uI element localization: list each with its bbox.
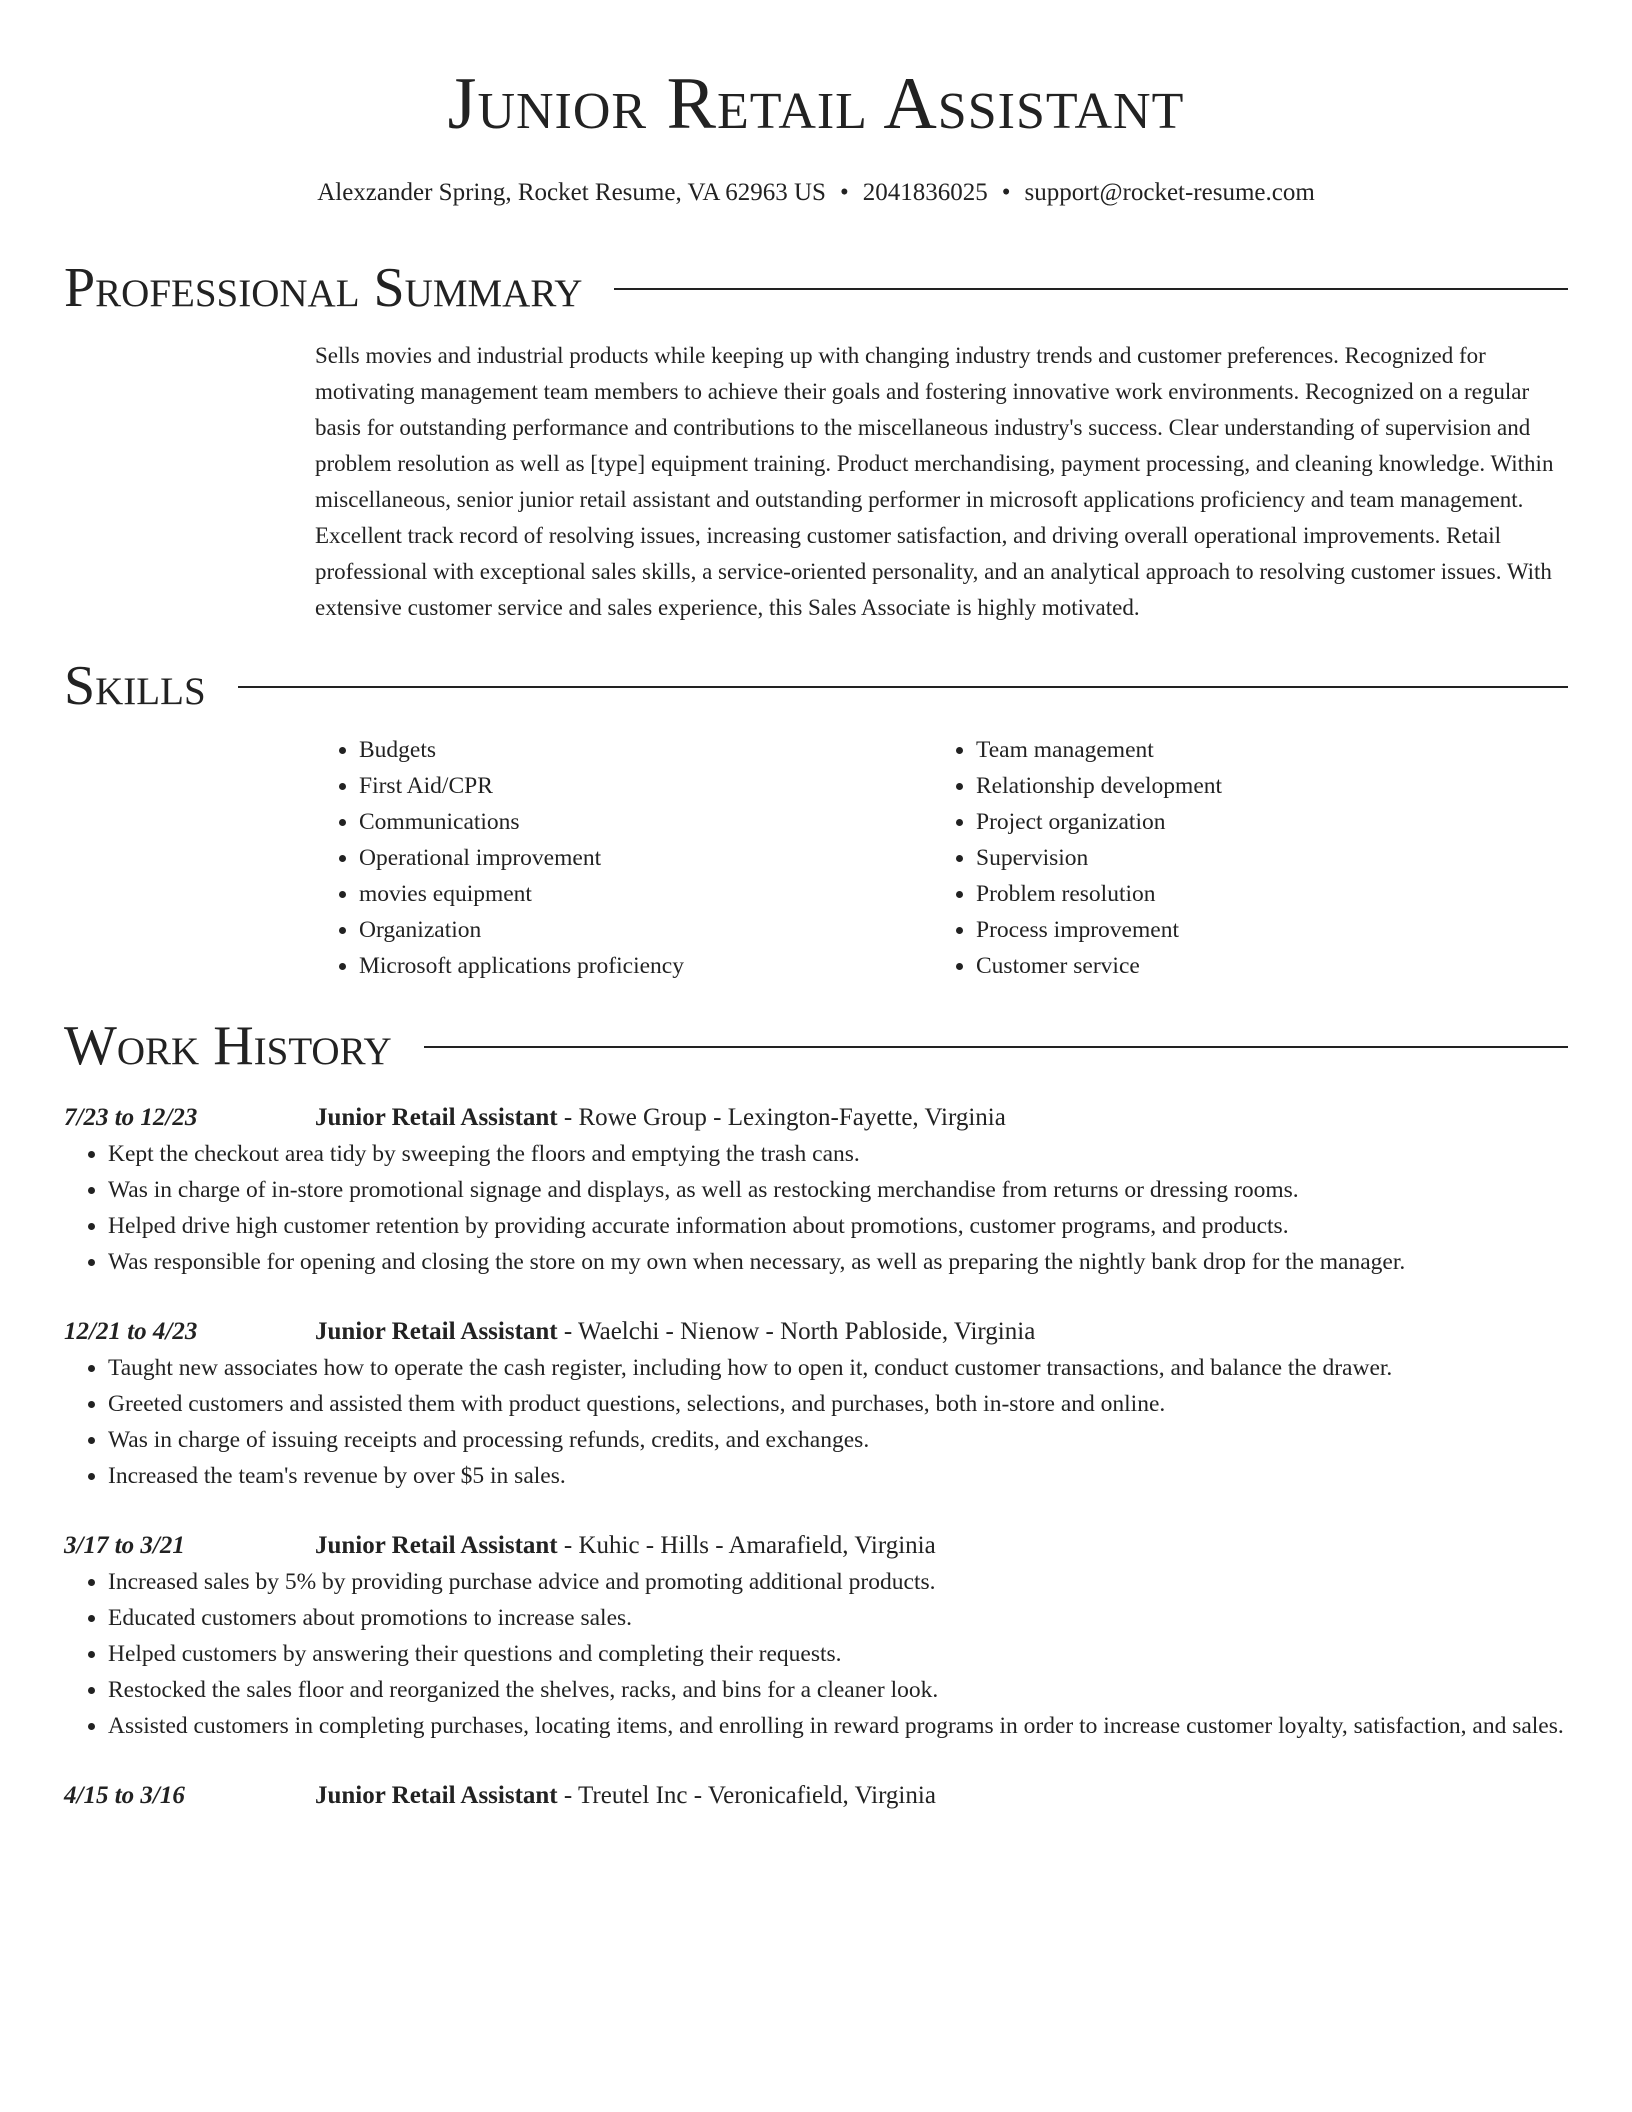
work-section-header	[64, 1014, 1568, 1078]
skills-column-left	[315, 732, 932, 984]
job-bullet: • Restocked the sales floor and reorganized the shelves, racks, and bins for a cleaner look.	[108, 1672, 1568, 1708]
job-title: Junior Retail Assistant	[315, 1318, 558, 1345]
job-bullets	[64, 1350, 1568, 1494]
job-bullet: • Educated customers about promotions to increase sales.	[108, 1600, 1568, 1636]
job-bullet: • Helped customers by answering their questions and completing their requests.	[108, 1636, 1568, 1672]
job-bullet: • Helped drive high customer retention by providing accurate information about promotions, customer programs, and products.	[108, 1208, 1568, 1244]
skills-list	[315, 732, 1568, 984]
job-title: Junior Retail Assistant	[315, 1782, 558, 1809]
skill-item: • Team management	[976, 732, 1549, 768]
skill-item: • Problem resolution	[976, 876, 1549, 912]
skill-item: • Communications	[359, 804, 932, 840]
summary-text: Sells movies and industrial products while keeping up with changing industry trends and customer preferences. Recognized for motivating management team members to achieve their goals and fostering innovative work environments. Recognized on a regular basis for outstanding performance and contributions to the miscellaneous industry's success. Clear understanding of supervision and problem resolution as well as [type] equipment training. Product merchandising, payment processing, and cleaning knowledge. Within miscellaneous, senior junior retail assistant and outstanding performer in microsoft applications proficiency and team management. Excellent track record of resolving issues, increasing customer satisfaction, and driving overall operational improvements. Retail professional with exceptional sales skills, a service-oriented personality, and an analytical approach to resolving customer issues. With extensive customer service and sales experience, this Sales Associate is highly motivated.	[315, 343, 1554, 620]
job-entry	[64, 1778, 1568, 1814]
job-entry	[64, 1314, 1568, 1494]
job-bullet: • Kept the checkout area tidy by sweeping the floors and emptying the trash cans.	[108, 1136, 1568, 1172]
skills-column-right	[932, 732, 1549, 984]
contact-email: support@rocket-resume.com	[1024, 179, 1315, 206]
job-bullets	[64, 1564, 1568, 1744]
contact-line	[64, 176, 1568, 210]
job-details: - Kuhic - Hills - Amarafield, Virginia	[557, 1532, 936, 1559]
job-details: - Treutel Inc - Veronicafield, Virginia	[557, 1782, 936, 1809]
job-details: - Waelchi - Nienow - North Pabloside, Virginia	[557, 1318, 1036, 1345]
job-dates: 4/15 to 3/16	[64, 1782, 185, 1809]
skills-heading: Skills	[64, 655, 206, 717]
section-divider	[238, 686, 1568, 688]
job-bullets	[64, 1136, 1568, 1280]
summary-section-header	[64, 256, 1568, 320]
skill-item: • Operational improvement	[359, 840, 932, 876]
section-divider	[424, 1046, 1568, 1048]
skill-item: • Supervision	[976, 840, 1549, 876]
job-title: Junior Retail Assistant	[315, 1104, 558, 1131]
skill-item: • Project organization	[976, 804, 1549, 840]
job-bullet: • Greeted customers and assisted them with product questions, selections, and purchases, both in-store and online.	[108, 1386, 1568, 1422]
job-dates: 7/23 to 12/23	[64, 1104, 198, 1131]
job-bullet: • Was in charge of issuing receipts and processing refunds, credits, and exchanges.	[108, 1422, 1568, 1458]
job-heading	[315, 1778, 936, 1814]
job-header	[64, 1314, 1568, 1350]
contact-address: Alexzander Spring, Rocket Resume, VA 62963 US	[317, 179, 826, 206]
job-heading	[315, 1528, 936, 1564]
job-details: - Rowe Group - Lexington-Fayette, Virginia	[557, 1104, 1006, 1131]
work-history-list	[64, 1100, 1568, 1814]
resume-title: Junior Retail Assistant	[447, 63, 1185, 145]
contact-separator: •	[1001, 179, 1011, 206]
job-bullet: • Was responsible for opening and closing the store on my own when necessary, as well as preparing the nightly bank drop for the manager.	[108, 1244, 1568, 1280]
job-header	[64, 1100, 1568, 1136]
job-heading	[315, 1314, 1035, 1350]
skill-item: • Microsoft applications proficiency	[359, 948, 932, 984]
skill-item: • First Aid/CPR	[359, 768, 932, 804]
skills-section-header	[64, 654, 1568, 718]
contact-separator: •	[839, 179, 849, 206]
job-bullet: • Assisted customers in completing purchases, locating items, and enrolling in reward programs in order to increase customer loyalty, satisfaction, and sales.	[108, 1708, 1568, 1744]
job-entry	[64, 1100, 1568, 1280]
summary-heading: Professional Summary	[64, 257, 583, 319]
skill-item: • Budgets	[359, 732, 932, 768]
section-divider	[614, 288, 1568, 290]
job-bullet: • Was in charge of in-store promotional signage and displays, as well as restocking merchandise from returns or dressing rooms.	[108, 1172, 1568, 1208]
job-bullet: • Increased the team's revenue by over $5 in sales.	[108, 1458, 1568, 1494]
job-bullet: • Taught new associates how to operate the cash register, including how to open it, conduct customer transactions, and balance the drawer.	[108, 1350, 1568, 1386]
skill-item: • movies equipment	[359, 876, 932, 912]
skill-item: • Process improvement	[976, 912, 1549, 948]
job-header	[64, 1528, 1568, 1564]
skill-item: • Customer service	[976, 948, 1549, 984]
job-heading	[315, 1100, 1006, 1136]
job-title: Junior Retail Assistant	[315, 1532, 558, 1559]
contact-phone: 2041836025	[862, 179, 988, 206]
job-bullet: • Increased sales by 5% by providing purchase advice and promoting additional products.	[108, 1564, 1568, 1600]
skill-item: • Organization	[359, 912, 932, 948]
work-heading: Work History	[64, 1015, 392, 1077]
job-entry	[64, 1528, 1568, 1744]
job-dates: 12/21 to 4/23	[64, 1318, 198, 1345]
job-header	[64, 1778, 1568, 1814]
skill-item: • Relationship development	[976, 768, 1549, 804]
job-dates: 3/17 to 3/21	[64, 1532, 185, 1559]
